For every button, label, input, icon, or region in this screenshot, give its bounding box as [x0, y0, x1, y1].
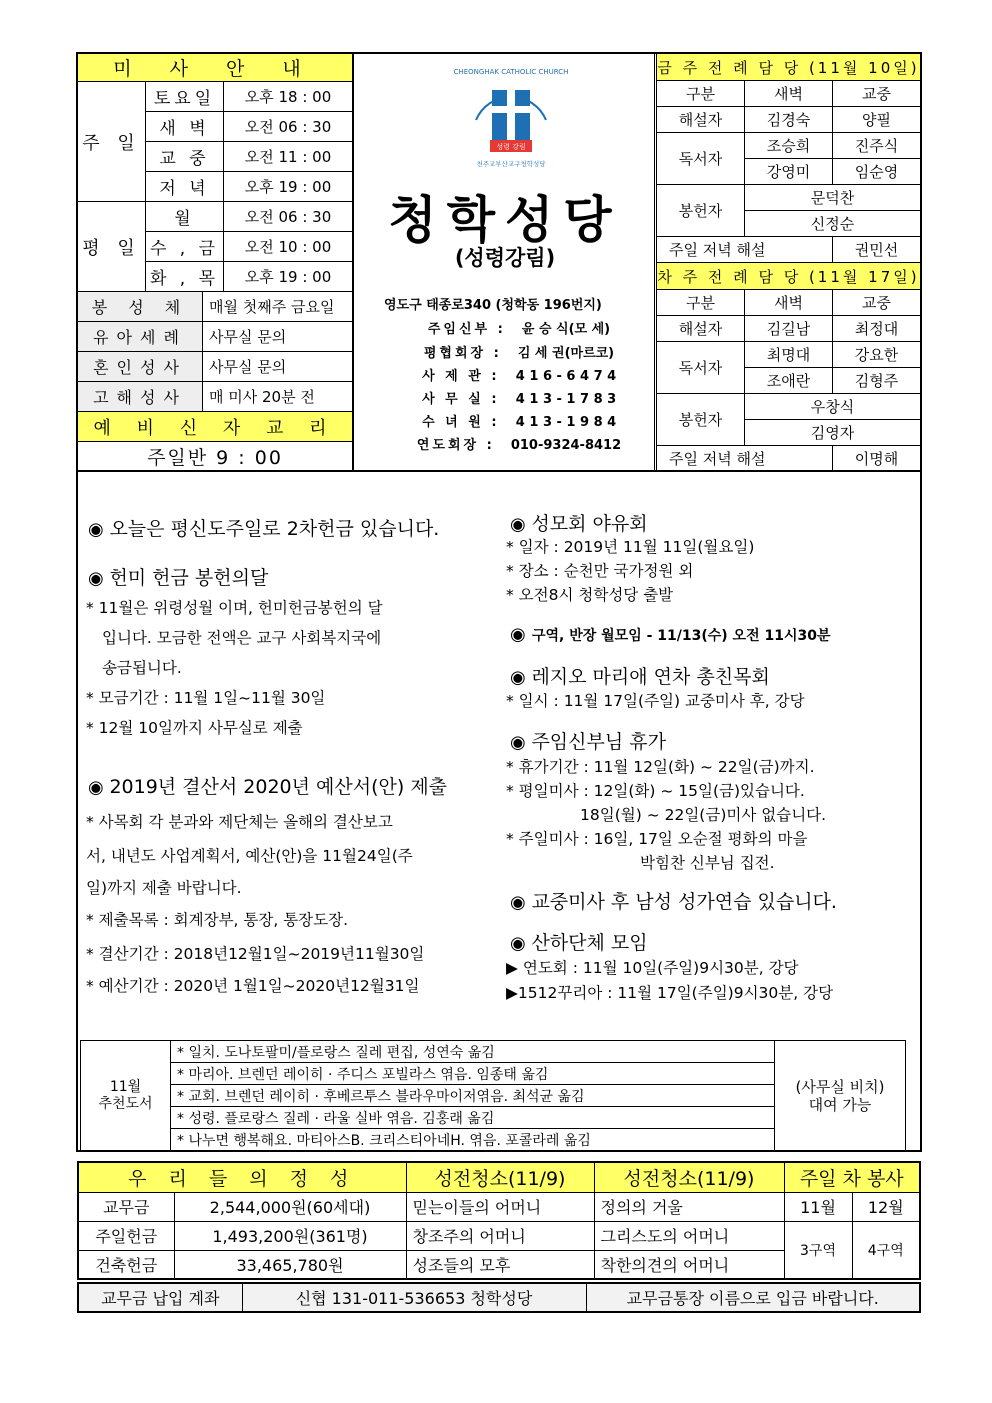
mass-title: 미 사 안 내: [78, 54, 353, 82]
logo-sub: 천주교부산교구청학성당: [476, 160, 546, 168]
info-row: [376, 411, 646, 430]
next-week-title: 차 주 전 례 담 당 (11월 17일): [657, 263, 921, 290]
offering-label: 교무금: [78, 1192, 174, 1221]
evening-label: 주일 저녁 해설: [657, 237, 833, 263]
offertory-label: 봉헌자: [657, 394, 745, 446]
duty-person: 조애란: [745, 368, 833, 394]
reader-label: 독서자: [657, 342, 745, 394]
info-row: [376, 434, 646, 453]
mass-time: 오전 11 : 00: [224, 142, 353, 172]
duty-person: 김경숙: [745, 107, 833, 133]
books-note: [775, 1041, 906, 1151]
catechism-title: 예 비 신 자 교 리: [78, 412, 353, 442]
notice-heading: ◉ 구역, 반장 월모임 - 11/13(수) 오전 11시30분: [510, 624, 831, 645]
book-item: * 일치. 도나토팔미/플로랑스 질레 편집, 성연숙 옮김: [171, 1041, 775, 1063]
info-value: 윤 승 식(모 세): [521, 322, 611, 337]
parking-month: 12월: [852, 1192, 920, 1221]
mass-day: 교 중: [146, 142, 224, 172]
sacrament-value: 사무실 문의: [203, 322, 353, 352]
church-subtitle: (성령강림): [454, 246, 556, 270]
info-key: 평협회장 :: [423, 346, 502, 361]
info-value: 010-9324-8412: [510, 438, 622, 453]
books-label-month: 11월: [109, 1078, 142, 1095]
notice-heading: ◉ 오늘은 평신도주일로 2차헌금 있습니다.: [88, 514, 439, 541]
notice-line: * 결산기간 : 2018년12월1일~2019년11월30일: [86, 945, 425, 963]
notice-line: * 12월 10일까지 사무실로 제출: [86, 719, 303, 737]
duty-person: 강요한: [833, 342, 921, 368]
notice-heading: ◉ 성모회 야유회: [510, 509, 648, 536]
church-name: 청학성당: [388, 190, 622, 249]
sunday-label: 주 일: [78, 82, 146, 202]
cleaning-group: 착한의견의 어머니: [594, 1250, 784, 1279]
col-header: 새벽: [745, 290, 833, 316]
books-note-1: (사무실 비치): [795, 1077, 885, 1096]
mass-day: 화 , 목: [146, 262, 224, 292]
books-label-title: 추천도서: [98, 1095, 153, 1112]
offering-value: 33,465,780원: [174, 1250, 406, 1279]
info-value: 4 1 3 - 1 9 8 4: [515, 415, 617, 430]
notice-line: 서, 내년도 사업계획서, 예산(안)을 11월24일(주: [86, 847, 413, 865]
info-key: 사 무 실 :: [422, 392, 500, 407]
evening-person: 이명해: [833, 446, 921, 472]
col-header: 새벽: [745, 81, 833, 107]
parking-area: 3구역: [784, 1221, 852, 1279]
col-header: 교중: [833, 290, 921, 316]
sacrament-name: 봉 성 체: [78, 292, 203, 322]
notice-line: * 11월은 위령성월 이며, 헌미헌금봉헌의 달: [86, 599, 383, 617]
mass-time: 오전 10 : 00: [224, 232, 353, 262]
duty-person: 김길남: [745, 316, 833, 342]
duty-person: 조승희: [745, 133, 833, 159]
duty-person: 진주식: [833, 133, 921, 159]
notice-heading: ◉ 헌미 헌금 봉헌의달: [88, 563, 268, 590]
info-row: [376, 365, 646, 384]
parking-month: 11월: [784, 1192, 852, 1221]
notice-line: 박힘찬 신부님 집전.: [640, 854, 775, 872]
info-key: 수 녀 원 :: [422, 415, 500, 430]
mass-time: 오전 06 : 30: [224, 202, 353, 232]
sacrament-name: 혼인성사: [78, 352, 203, 382]
col-header: 구분: [657, 81, 745, 107]
duty-person: 양필: [833, 107, 921, 133]
mass-time: 오후 18 : 00: [224, 82, 353, 112]
info-row: [376, 318, 646, 337]
mass-day: 수 , 금: [146, 232, 224, 262]
offering-value: 1,493,200원(361명): [174, 1221, 406, 1250]
parking-area: 4구역: [852, 1221, 920, 1279]
cleaning-title: 성전청소(11/9): [594, 1162, 784, 1192]
duty-person: 김형주: [833, 368, 921, 394]
info-key: 연도회장 :: [416, 438, 495, 453]
notice-line: 송금됩니다.: [102, 659, 182, 677]
mass-day: 토요일: [146, 82, 224, 112]
notice-line: * 사목회 각 분과와 제단체는 올해의 결산보고: [86, 813, 393, 831]
mass-schedule: [77, 53, 353, 292]
evening-person: 권민선: [833, 237, 921, 263]
evening-label: 주일 저녁 해설: [657, 446, 833, 472]
duty-person: 최명대: [745, 342, 833, 368]
info-value: 4 1 6 - 6 4 7 4: [515, 369, 617, 384]
offertory-label: 봉헌자: [657, 185, 745, 237]
cleaning-group: 정의의 거울: [594, 1192, 784, 1221]
this-week-duty: [656, 53, 921, 472]
sacrament-value: 매 미사 20분 전: [203, 382, 353, 412]
notice-heading: ◉ 2019년 결산서 2020년 예산서(안) 제출: [88, 772, 447, 799]
notice-line: * 장소 : 순천만 국가정원 외: [506, 562, 694, 580]
church-info: [353, 54, 655, 470]
church-logo-icon: [453, 60, 569, 172]
book-item: * 마리아. 브렌던 레이히 · 주디스 포빌라스 엮음. 임종태 옮김: [171, 1063, 775, 1085]
duty-person: 신정순: [745, 211, 921, 237]
books-label: [81, 1041, 171, 1151]
sacrament-value: 매월 첫째주 금요일: [203, 292, 353, 322]
notice-line: ▶ 연도회 : 11월 10일(주일)9시30분, 강당: [506, 959, 799, 977]
info-row: [376, 388, 646, 407]
notice-heading: ◉ 주임신부님 휴가: [510, 727, 666, 754]
mass-day: 새 벽: [146, 112, 224, 142]
notice-line: * 예산기간 : 2020년 1월1일~2020년12월31일: [86, 977, 420, 995]
info-key: 주임신부 :: [427, 322, 506, 337]
commentator-label: 해설자: [657, 316, 745, 342]
offerings-table: [77, 1161, 921, 1280]
logo-text: CHEONGHAK CATHOLIC CHURCH: [453, 68, 569, 76]
notice-line: * 오전8시 청학성당 출발: [506, 586, 674, 604]
cleaning-group: 믿는이들의 어머니: [406, 1192, 594, 1221]
account-table: [77, 1282, 921, 1313]
mass-time: 오전 06 : 30: [224, 112, 353, 142]
info-value: 김 세 권(마르코): [517, 346, 615, 361]
reader-label: 독서자: [657, 133, 745, 185]
duty-person: 강영미: [745, 159, 833, 185]
this-week-title: 금 주 전 례 담 당 (11월 10일): [657, 54, 921, 81]
duty-person: 문덕찬: [745, 185, 921, 211]
info-key: 사 제 관 :: [422, 369, 500, 384]
recommended-books: [80, 1040, 906, 1151]
notice-line: * 휴가기간 : 11월 12일(화) ~ 22일(금)까지.: [506, 758, 815, 776]
duty-person: 김영자: [745, 420, 921, 446]
notice-heading: ◉ 레지오 마리애 연차 총친목회: [510, 662, 770, 689]
parking-title: 주일 차 봉사: [784, 1162, 920, 1192]
notice-line: ▶1512꾸리아 : 11월 17일(주일)9시30분, 강당: [506, 984, 834, 1002]
sacrament-value: 사무실 문의: [203, 352, 353, 382]
notice-line: * 일자 : 2019년 11월 11일(월요일): [506, 538, 755, 556]
account-label: 교무금 납입 계좌: [78, 1283, 242, 1312]
church-address: 영도구 태종로340 (청학동 196번지): [384, 298, 602, 313]
notice-line: * 모금기간 : 11월 1일~11월 30일: [86, 689, 326, 707]
mass-day: 저 녁: [146, 172, 224, 202]
duty-person: 우창식: [745, 394, 921, 420]
cleaning-group: 그리스도의 어머니: [594, 1221, 784, 1250]
cleaning-group: 창조주의 어머니: [406, 1221, 594, 1250]
account-note: 교무금통장 이름으로 입금 바랍니다.: [586, 1283, 920, 1312]
notice-line: * 평일미사 : 12일(화) ~ 15일(금)있습니다.: [506, 782, 805, 800]
sacraments-table: [77, 291, 353, 471]
mass-time: 오후 19 : 00: [224, 262, 353, 292]
book-item: * 성령. 플로랑스 질레 · 라울 실바 엮음. 김홍래 옮김: [171, 1107, 775, 1129]
offering-title: 우 리 들 의 정 성: [78, 1162, 406, 1192]
cleaning-title: 성전청소(11/9): [406, 1162, 594, 1192]
notice-line: 입니다. 모금한 전액은 교구 사회복지국에: [102, 629, 382, 647]
offering-value: 2,544,000원(60세대): [174, 1192, 406, 1221]
col-header: 구분: [657, 290, 745, 316]
offering-label: 주일헌금: [78, 1221, 174, 1250]
cleaning-group: 성조들의 모후: [406, 1250, 594, 1279]
sacrament-name: 유아세례: [78, 322, 203, 352]
notice-line: * 제출목록 : 회계장부, 통장, 통장도장.: [86, 911, 349, 929]
book-item: * 나누면 행복해요. 마티아스B. 크리스티아네H. 엮음. 포콜라레 옮김: [171, 1129, 775, 1151]
duty-person: 최정대: [833, 316, 921, 342]
sacrament-name: 고해성사: [78, 382, 203, 412]
col-header: 교중: [833, 81, 921, 107]
notice-line: 18일(월) ~ 22일(금)미사 없습니다.: [580, 806, 827, 824]
duty-person: 임순영: [833, 159, 921, 185]
notice-heading: ◉ 산하단체 모임: [510, 928, 648, 955]
logo-badge: 성령 강림: [496, 143, 526, 151]
notice-line: 일)까지 제출 바랍니다.: [86, 879, 242, 897]
mass-time: 오후 19 : 00: [224, 172, 353, 202]
book-item: * 교회. 브렌던 레이히 · 후베르투스 블라우마이저엮음. 최석균 옮김: [171, 1085, 775, 1107]
info-value: 4 1 3 - 1 7 8 3: [515, 392, 617, 407]
account-number: 신협 131-011-536653 청학성당: [242, 1283, 586, 1312]
commentator-label: 해설자: [657, 107, 745, 133]
offering-label: 건축헌금: [78, 1250, 174, 1279]
catechism-value: 주일반 9 : 00: [78, 442, 353, 471]
books-note-2: 대여 가능: [808, 1095, 872, 1114]
weekday-label: 평 일: [78, 202, 146, 292]
notice-heading: ◉ 교중미사 후 남성 성가연습 있습니다.: [510, 887, 837, 914]
notice-line: * 일시 : 11월 17일(주일) 교중미사 후, 강당: [506, 692, 805, 710]
mass-day: 월: [146, 202, 224, 232]
info-row: [376, 342, 646, 361]
notice-line: * 주일미사 : 16일, 17일 오순절 평화의 마을: [506, 830, 808, 848]
